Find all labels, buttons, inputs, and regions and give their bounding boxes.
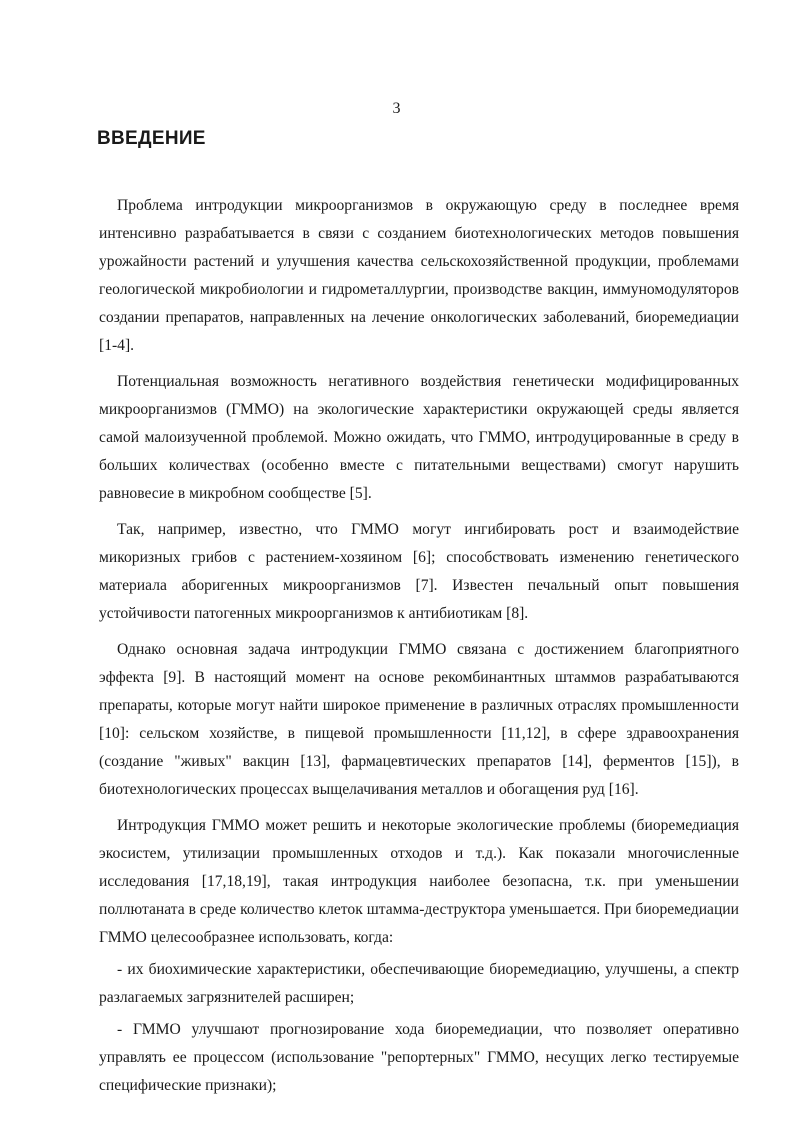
paragraph-intro: Проблема интродукции микроорганизмов в окружающую среду в последнее время интенсивно разрабатывается в связи с созданием биотехнологических методов повышения урожайности растений и улучшения качества сельскохозяйственной продукции, проблемами геологической микробиологии и гидрометаллургии, производстве вакцин, иммуномодуляторов создании препаратов, направленных на лечение онкологических заболеваний, биоремедиации [1-4]. [99,197,739,354]
paragraph-ecological: Интродукция ГММО может решить и некоторые экологические проблемы (биоремедиация экосистем, утилизации промышленных отходов и т.д.). Как показали многочисленные исследования [17,18,19], такая интродукция наиболее безопасна, т.к. при уменьшении поллютаната в среде количество клеток штамма-деструктора уменьшается. При биоремедиации ГММО целесообразнее использовать, когда: [99,817,739,946]
body-text [99,192,739,1104]
paragraph-examples: Так, например, известно, что ГММО могут ингибировать рост и взаимодействие микоризных грибов с растением-хозяином [6]; способствовать изменению генетического материала аборигенных микроорганизмов [7]. Известен печальный опыт повышения устойчивости патогенных микроорганизмов к антибиотикам [8]. [99,521,739,622]
list-item-forecasting: - ГММО улучшают прогнозирование хода биоремедиации, что позволяет оперативно управлять ее процессом (использование "репортерных" ГММО, несущих легко тестируемые специфические признаки); [99,1021,739,1094]
section-heading: ВВЕДЕНИЕ [97,128,206,149]
paragraph-main-task: Однако основная задача интродукции ГММО связана с достижением благоприятного эффекта [9]. В настоящий момент на основе рекомбинантных штаммов разрабатываются препараты, которые могут найти широкое применение в различных отраслях промышленности [10]: сельском хозяйстве, в пищевой промышленности [11,12], в сфере здравоохранения (создание "живых" вакцин [13], фармацевтических препаратов [14], ферментов [15]), в биотехнологических процессах выщелачивания металлов и обогащения руд [16]. [99,641,739,798]
page-number: 3 [392,100,401,117]
list-item-biochemical: - их биохимические характеристики, обеспечивающие биоремедиацию, улучшены, а спектр разлагаемых загрязнителей расширен; [99,961,739,1006]
paragraph-negative-impact: Потенциальная возможность негативного воздействия генетически модифицированных микроорганизмов (ГММО) на экологические характеристики окружающей среды является самой малоизученной проблемой. Можно ожидать, что ГММО, интродуцированные в среду в больших количествах (особенно вместе с питательными веществами) смогут нарушить равновесие в микробном сообществе [5]. [99,373,739,502]
